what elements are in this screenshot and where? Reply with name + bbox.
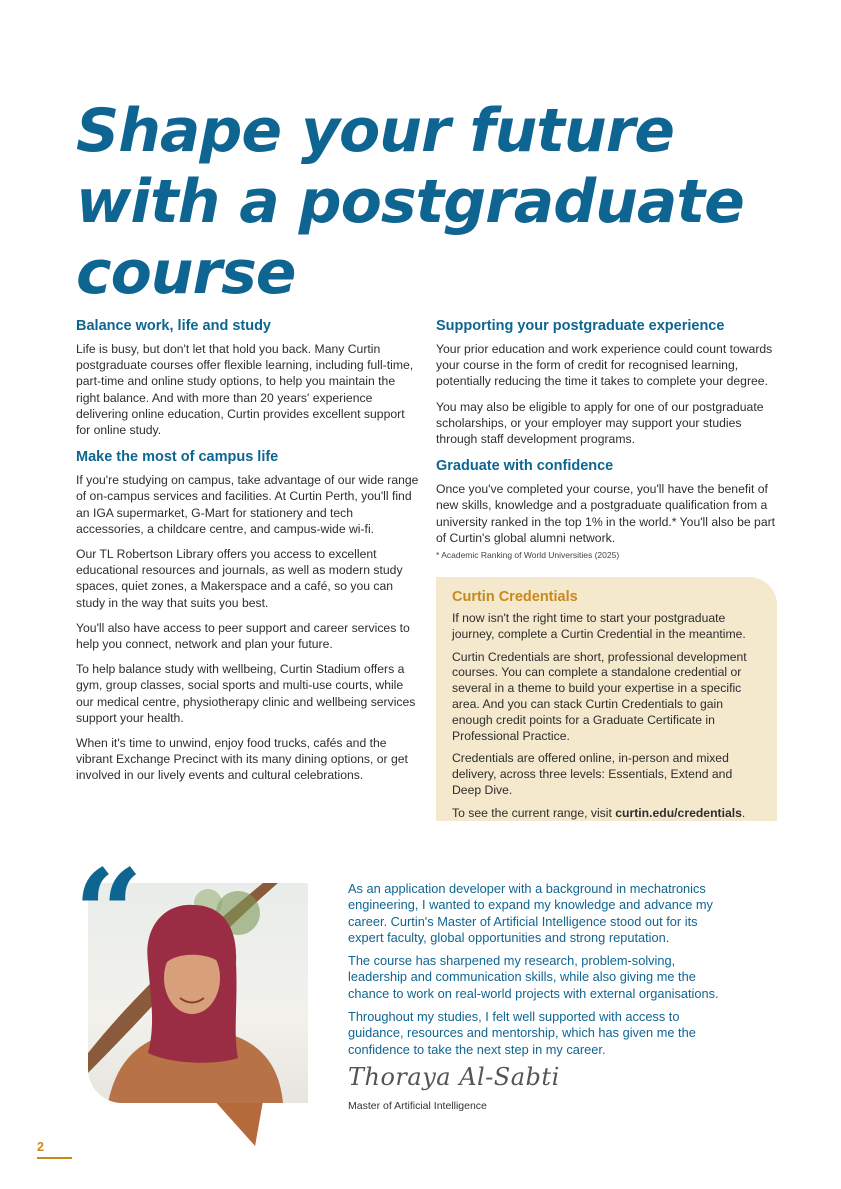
support-paragraph: You may also be eligible to apply for one of our postgraduate scholarships, or your employer may support your studies through staff development programs. bbox=[436, 399, 764, 447]
testimonial-paragraph: As an application developer with a background in mechatronics engineering, I wanted to expand my knowledge and advance my career. Curtin's Master of Artificial Intelligence stood out for its expert faculty, global opportunities and strong reputation. bbox=[348, 881, 713, 945]
section-heading-support: Supporting your postgraduate experience bbox=[436, 318, 725, 334]
link-suffix: . bbox=[741, 805, 746, 820]
title-line: course bbox=[76, 238, 296, 308]
credentials-link-paragraph bbox=[452, 806, 763, 822]
campus-paragraph: If you're studying on campus, take advantage of our wide range of on-campus services and facilities. At Curtin Perth, you'll find an IGA supermarket, G-Mart for stationery and tech accessories, a childcare centre, and campus-wide wi-fi. bbox=[76, 473, 419, 536]
page-number-rule bbox=[37, 1157, 72, 1159]
section-heading-graduate: Graduate with confidence bbox=[436, 458, 614, 475]
credentials-paragraph: Credentials are offered online, in-person and mixed delivery, across three levels: Essentials, Extend and Deep Dive. bbox=[452, 751, 733, 797]
testimonial-paragraph: Throughout my studies, I felt well supported with access to guidance, resources and mentorship, which has given me the confidence to take the next step in my career. bbox=[348, 1009, 696, 1057]
testimonial bbox=[348, 881, 733, 1065]
support-paragraph: Your prior education and work experience could count towards your course in the form of credit for recognised learning, potentially reducing the time it takes to complete your degree. bbox=[436, 342, 773, 389]
degree-label: Master of Artificial Intelligence bbox=[348, 1100, 487, 1112]
left-column bbox=[76, 316, 421, 793]
title-line: with a postgraduate bbox=[76, 167, 744, 237]
credentials-paragraph: Curtin Credentials are short, professional development courses. You can complete a standalone credential or several in a theme to build your expertise in a specific area. And you can stack Curtin Credentials to gain enough credit points for a Graduate Certificate in Professional Practice. bbox=[452, 649, 747, 743]
title-line: Shape your future bbox=[76, 96, 674, 166]
section-heading-campus: Make the most of campus life bbox=[76, 449, 279, 466]
campus-paragraph: You'll also have access to peer support and career services to help you connect, network and plan your future. bbox=[76, 620, 410, 652]
testimonial-paragraph: The course has sharpened my research, problem-solving, leadership and communication skills, while also giving me the chance to work on real-world projects with external organisations. bbox=[348, 953, 719, 1001]
right-column bbox=[436, 316, 781, 821]
credentials-link[interactable]: curtin.edu/credentials bbox=[615, 805, 742, 820]
campus-paragraph: When it's time to unwind, enjoy food trucks, cafés and the vibrant Exchange Precinct with its many dining options, or get involved in our lively events and cultural celebrations. bbox=[76, 736, 408, 783]
page-title bbox=[76, 96, 776, 309]
quote-mark-icon: “ bbox=[74, 843, 138, 984]
footnote: * Academic Ranking of World Universities (2025) bbox=[436, 550, 620, 561]
signature: Thoraya Al-Sabti bbox=[348, 1063, 560, 1091]
graduate-paragraph: Once you've completed your course, you'll have the benefit of new skills, knowledge and a postgraduate qualification from a university ranked in the top 1% in the world.* You'll also be part of Curtin's global alumni network. bbox=[436, 482, 776, 545]
credentials-paragraph: If now isn't the right time to start your postgraduate journey, complete a Curtin Credential in the meantime. bbox=[452, 611, 746, 641]
balance-paragraph: Life is busy, but don't let that hold you back. Many Curtin postgraduate courses offer flexible learning, including full-time, part-time and online study options, to help you maintain the right balance. And with more than 20 years' experience delivering online education, Curtin provides excellent support for online study. bbox=[76, 342, 414, 438]
campus-paragraph: Our TL Robertson Library offers you access to excellent educational resources and journals, as well as modern study spaces, quiet zones, a Makerspace and a café, so you can study in the way that suits you best. bbox=[76, 547, 403, 610]
campus-paragraph: To help balance study with wellbeing, Curtin Stadium offers a gym, group classes, social sports and multi-use courts, while our medical centre, physiotherapy clinic and wellbeing services support your health. bbox=[76, 662, 416, 725]
credentials-heading: Curtin Credentials bbox=[452, 589, 578, 606]
credentials-panel bbox=[436, 577, 777, 821]
link-prefix: To see the current range, visit bbox=[452, 805, 616, 820]
page-number: 2 bbox=[37, 1140, 44, 1154]
section-heading-balance: Balance work, life and study bbox=[76, 318, 271, 334]
